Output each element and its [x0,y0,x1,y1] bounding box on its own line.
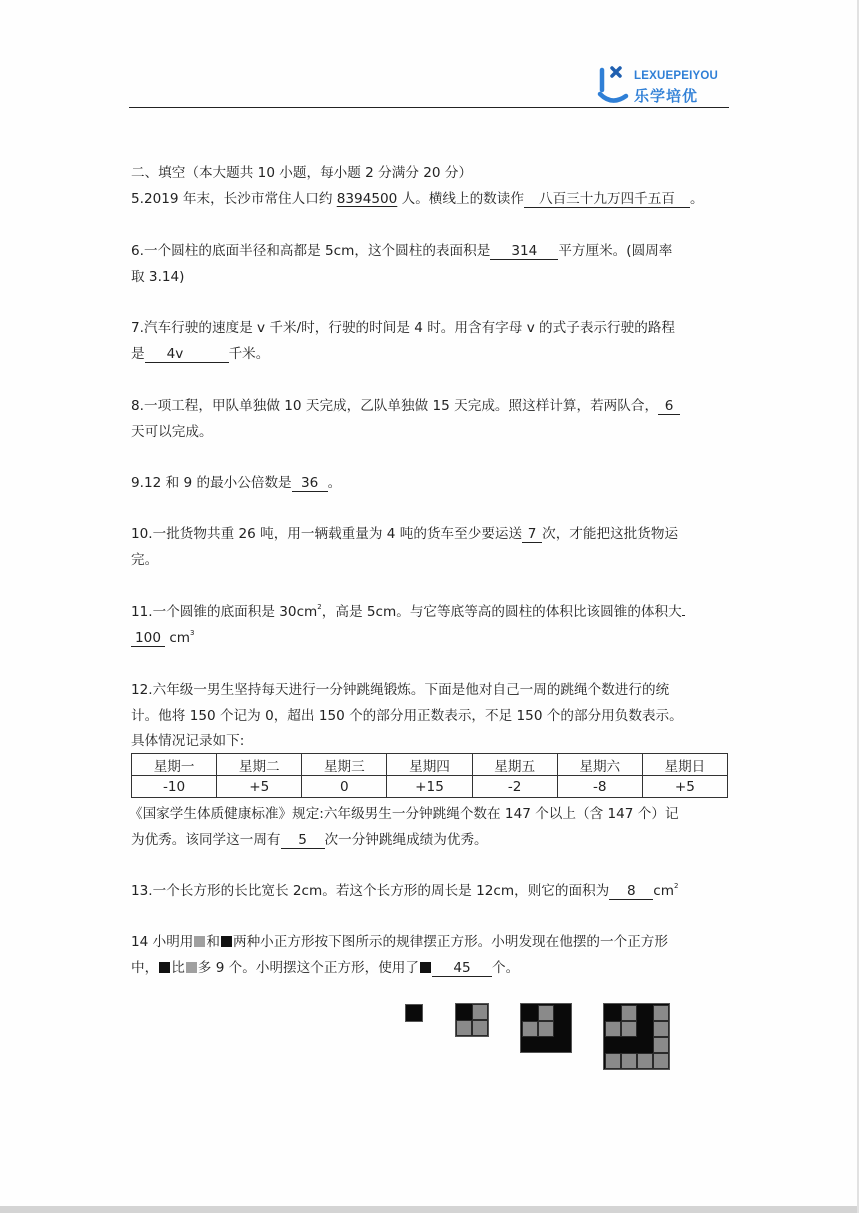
q13-unit-superscript: 2 [673,882,679,890]
q14-text: 14 小明用 [131,934,194,950]
q13-answer-blank: 8 [609,883,653,900]
q10-answer-blank: 7 [522,526,542,543]
gray-cell [621,1005,637,1021]
gray-cell [522,1021,538,1037]
q11-text-mid: ，高是 5cm。与它等底等高的圆柱的体积比该圆锥的体积大 [321,604,682,620]
question-12-line4: 《国家学生体质健康标准》规定:六年级男生一分钟跳绳个数在 147 个以上（含 147 个）记 [129,806,679,822]
question-9 [131,474,341,492]
table-cell: 0 [302,776,387,798]
q13-unit: cm [653,883,674,899]
q11-superscript: 2 [317,603,322,611]
gray-cell [653,1021,669,1037]
gray-cell [621,1021,637,1037]
q5-answer-blank: 八百三十九万四千五百 [524,191,690,208]
gray-cell [472,1004,488,1020]
table-header-cell: 星期五 [472,754,557,776]
q5-text: 5.2019 年末，长沙市常住人口约 [131,191,337,207]
q14-text: 和 [206,934,220,950]
gray-cell [653,1005,669,1021]
q5-text-end: 。 [689,191,704,207]
question-7: 7.汽车行驶的速度是 v 千米/时，行驶的时间是 4 时。用含有字母 v 的式子表示行驶的路程 [131,320,675,336]
gray-cell [637,1053,653,1069]
table-header-cell: 星期日 [642,754,727,776]
q12-text-end: 次一分钟跳绳成绩为优秀。 [324,832,488,848]
black-square-icon [159,962,170,973]
q11-unit: cm [165,630,191,646]
question-14 [131,933,668,951]
gray-cell [472,1020,488,1036]
lexuepeiyou-logo [596,64,736,106]
table-cell: +5 [217,776,302,798]
q12-text: 为优秀。该同学这一周有 [131,832,281,848]
gray-cell [538,1005,554,1021]
question-12-line2: 计。他将 150 个记为 0，超出 150 个的部分用正数表示，不足 150 个的部分用负数表示。 [131,708,683,724]
q12-answer-blank: 5 [281,832,325,849]
question-10-line2: 完。 [131,552,159,568]
section-title: 二、填空（本大题共 10 小题，每小题 2 分满分 20 分） [131,165,473,181]
question-12-line5 [131,831,488,849]
gray-cell [538,1021,554,1037]
q14-text: 多 9 个。小明摆这个正方形，使用了 [197,960,419,976]
question-10 [131,525,678,543]
q8-answer-blank: 6 [658,398,680,415]
table-cell: +5 [642,776,727,798]
q7-text: 是 [131,346,145,362]
question-12-line3: 具体情况记录如下: [131,733,245,749]
logo-english-text: LEXUEPEIYOU [634,70,718,82]
question-8 [131,397,680,415]
question-12: 12.六年级一男生坚持每天进行一分钟跳绳锻炼。下面是他对自己一周的跳绳个数进行的统 [131,682,670,698]
question-14-line2 [131,959,519,977]
table-header-cell: 星期四 [387,754,472,776]
gray-cell [621,1053,637,1069]
logo-mark-icon [596,64,630,106]
question-11-line2 [131,629,195,647]
q14-text: 两种小正方形按下图所示的规律摆正方形。小明发现在他摆的一个正方形 [233,934,668,950]
question-8-line2: 天可以完成。 [131,424,213,440]
q9-text: 9.12 和 9 的最小公倍数是 [131,475,292,491]
q11-answer-blank: 100 [131,630,165,647]
gray-cell [456,1020,472,1036]
q7-answer-blank [145,346,229,363]
pattern-figure-2 [455,1003,489,1037]
question-6-line2: 取 3.14) [131,269,185,285]
q11-unit-superscript: 3 [190,629,195,637]
table-row [132,776,728,798]
question-11 [131,603,685,621]
question-7-line2 [131,345,269,363]
black-square-icon [221,936,232,947]
q14-text-end: 个。 [491,960,520,976]
question-13 [131,882,678,900]
gray-cell [605,1021,621,1037]
q14-text: 比 [171,960,185,976]
gray-cell [653,1037,669,1053]
q7-text-end: 千米。 [228,346,270,362]
q5-text-mid: 人。横线上的数读作 [397,191,524,207]
q6-text: 6.一个圆柱的底面半径和高都是 5cm，这个圆柱的表面积是 [131,243,491,259]
pattern-figure-3 [520,1003,572,1053]
table-cell: -8 [557,776,642,798]
q8-text: 8.一项工程，甲队单独做 10 天完成，乙队单独做 15 天完成。照这样计算，若两队合， [131,398,659,414]
table-header-cell: 星期一 [132,754,217,776]
q7-answer: 4v [166,346,184,362]
table-cell: +15 [387,776,472,798]
table-cell: -10 [132,776,217,798]
gray-square-icon [194,936,205,947]
table-header-row [132,754,728,776]
table-cell: -2 [472,776,557,798]
q9-text-end: 。 [327,475,342,491]
q13-text: 13.一个长方形的长比宽长 2cm。若这个长方形的周长是 12cm，则它的面积为 [131,883,610,899]
gray-cell [605,1053,621,1069]
jump-rope-table [131,753,728,798]
pattern-figure-1 [405,1004,423,1022]
gray-square-icon [186,962,197,973]
q10-text: 10.一批货物共重 26 吨，用一辆载重量为 4 吨的货车至少要运送 [131,526,523,542]
table-header-cell: 星期六 [557,754,642,776]
question-6 [131,242,672,260]
pattern-figure-4 [603,1003,670,1070]
q6-answer-blank: 314 [490,243,558,260]
q9-answer-blank: 36 [292,475,328,492]
header-divider [129,107,729,108]
table-header-cell: 星期三 [302,754,387,776]
q5-number: 8394500 [336,191,398,207]
table-header-cell: 星期二 [217,754,302,776]
black-square-icon [420,962,431,973]
viewer-bottom-edge [0,1206,859,1213]
q6-text-end: 平方厘米。(圆周率 [558,243,673,259]
q11-text: 11.一个圆锥的底面积是 30cm [131,604,318,620]
q14-answer-blank: 45 [432,960,492,977]
gray-cell [653,1053,669,1069]
q11-blank-start [682,615,685,616]
logo-chinese-text: 乐学培优 [634,87,699,105]
q10-text-end: 次，才能把这批货物运 [542,526,679,542]
q14-text: 中， [131,960,159,976]
question-5 [131,190,704,208]
